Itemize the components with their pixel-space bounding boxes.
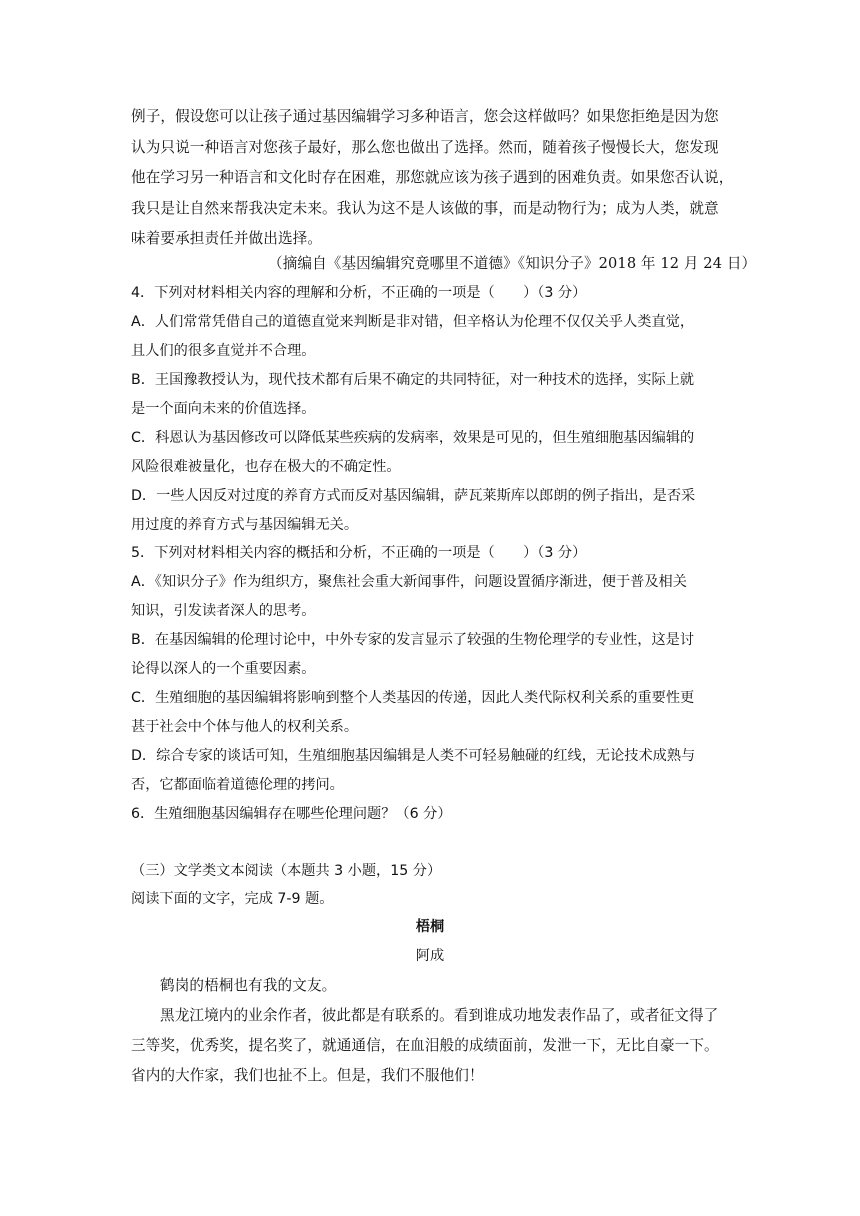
passage-line: 他在学习另一种语言和文化时存在困难，那您就应该为孩子遇到的困难负责。如果您否认说，: [131, 169, 734, 186]
story-paragraph: 鹤岗的梧桐也有我的文友。: [160, 977, 337, 994]
q4-option-a: A．人们常常凭借自己的道德直觉来判断是非对错，但辛格认为伦理不仅仅关乎人类直觉，: [131, 314, 695, 330]
q4-option-d: D．一些人因反对过度的养育方式而反对基因编辑，萨瓦莱斯库以郎朗的例子指出，是否采: [131, 488, 696, 504]
passage-line: 例子，假设您可以让孩子通过基因编辑学习多种语言，您会这样做吗？如果您拒绝是因为您: [131, 108, 719, 125]
section-heading: （三）文学类文本阅读（本题共 3 小题，15 分）: [131, 863, 442, 879]
question-5-stem: 5．下列对材料相关内容的概括和分析，不正确的一项是（ ）（3 分）: [131, 545, 587, 561]
q5-option-a: A．《知识分子》作为组织方，聚焦社会重大新闻事件，问题设置循序渐进，便于普及相关: [131, 574, 687, 590]
question-4-stem: 4．下列对材料相关内容的理解和分析，不正确的一项是（ ）（3 分）: [131, 285, 587, 301]
story-paragraph-cont: 省内的大作家，我们也扯不上。但是，我们不服他们！: [131, 1067, 484, 1084]
q5-option-c: C．生殖细胞的基因编辑将影响到整个人类基因的传递，因此人类代际权利关系的重要性更: [131, 690, 695, 706]
q4-option-b: B．王国豫教授认为，现代技术都有后果不确定的共同特征，对一种技术的选择，实际上就: [131, 372, 695, 388]
q5-option-d-cont: 否，它都面临着道德伦理的拷问。: [131, 777, 344, 793]
question-6-stem: 6．生殖细胞基因编辑存在哪些伦理问题？（6 分）: [131, 806, 452, 822]
q5-option-a-cont: 知识，引发读者深人的思考。: [131, 603, 316, 619]
q4-option-a-cont: 且人们的很多直觉并不合理。: [131, 343, 316, 359]
source-citation: （摘编自《基因编辑究竟哪里不道德》《知识分子》2018 年 12 月 24 日）: [268, 255, 757, 272]
story-author: 阿成: [415, 948, 445, 964]
q5-option-c-cont: 甚于社会中个体与他人的权利关系。: [131, 719, 359, 735]
q4-option-d-cont: 用过度的养育方式与基因编辑无关。: [131, 517, 359, 533]
story-paragraph-cont: 三等奖，优秀奖，提名奖了，就通通信，在血泪般的成绩面前，发泄一下，无比自豪一下。: [131, 1037, 719, 1054]
passage-line: 味着要承担责任并做出选择。: [131, 230, 323, 247]
q5-option-b-cont: 论得以深人的一个重要因素。: [131, 661, 316, 677]
q4-option-c: C．科恩认为基因修改可以降低某些疾病的发病率，效果是可见的，但生殖细胞基因编辑的: [131, 430, 695, 446]
q4-option-b-cont: 是一个面向未来的价值选择。: [131, 401, 316, 417]
q5-option-b: B．在基因编辑的伦理讨论中，中外专家的发言显示了较强的生物伦理学的专业性，这是讨: [131, 632, 695, 648]
passage-line: 认为只说一种语言对您孩子最好，那么您也做出了选择。然而，随着孩子慢慢长大，您发现: [131, 139, 719, 156]
story-title: 梧桐: [415, 919, 445, 935]
story-paragraph: 黑龙江境内的业余作者，彼此都是有联系的。看到谁成功地发表作品了，或者征文得了: [160, 1007, 719, 1024]
q5-option-d: D．综合专家的谈话可知，生殖细胞基因编辑是人类不可轻易触碰的红线，无论技术成熟与: [131, 748, 696, 764]
passage-line: 我只是让自然来帮我决定未来。我认为这不是人该做的事，而是动物行为；成为人类，就意: [131, 200, 719, 217]
section-instruction: 阅读下面的文字，完成 7-9 题。: [131, 891, 334, 907]
q4-option-c-cont: 风险很难被量化，也存在极大的不确定性。: [131, 459, 401, 475]
